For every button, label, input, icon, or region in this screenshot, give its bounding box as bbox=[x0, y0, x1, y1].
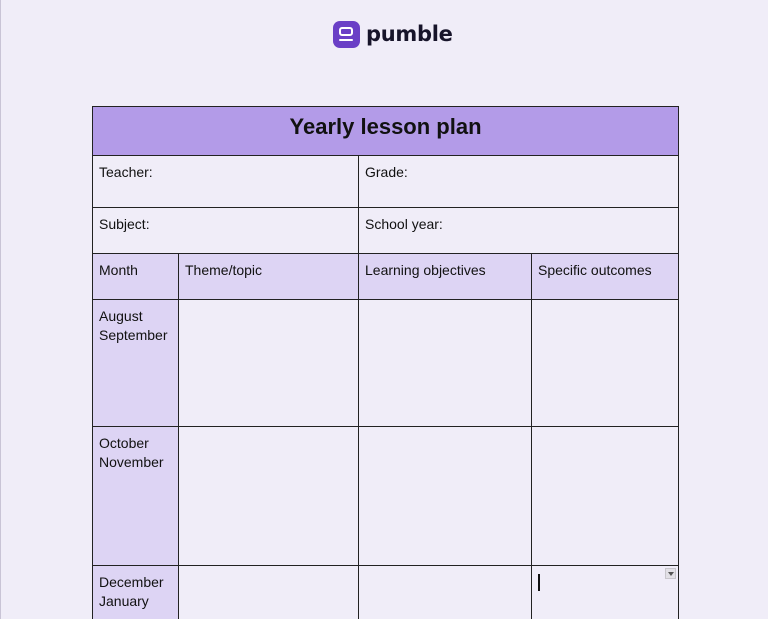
month-label: January bbox=[99, 593, 149, 609]
lesson-plan-table bbox=[92, 106, 679, 619]
pumble-logo-icon bbox=[333, 21, 360, 48]
objectives-cell[interactable] bbox=[359, 427, 532, 566]
month-cell bbox=[93, 566, 179, 619]
document-title: Yearly lesson plan bbox=[93, 107, 679, 156]
table-row bbox=[93, 300, 679, 427]
column-header-outcomes: Specific outcomes bbox=[532, 254, 679, 300]
column-header-theme: Theme/topic bbox=[179, 254, 359, 300]
theme-cell[interactable] bbox=[179, 427, 359, 566]
logo-text: pumble bbox=[366, 22, 453, 46]
teacher-field[interactable]: Teacher: bbox=[93, 156, 359, 208]
chevron-down-icon[interactable] bbox=[665, 568, 676, 579]
month-label: December bbox=[99, 574, 164, 590]
theme-cell[interactable] bbox=[179, 300, 359, 427]
month-label: September bbox=[99, 327, 168, 343]
month-label: November bbox=[99, 454, 164, 470]
outcomes-cell[interactable] bbox=[532, 300, 679, 427]
table-row bbox=[93, 427, 679, 566]
subject-field[interactable]: Subject: bbox=[93, 208, 359, 254]
month-cell bbox=[93, 427, 179, 566]
month-label: October bbox=[99, 435, 149, 451]
theme-cell[interactable] bbox=[179, 566, 359, 619]
objectives-cell[interactable] bbox=[359, 566, 532, 619]
school-year-field[interactable]: School year: bbox=[359, 208, 679, 254]
column-header-objectives: Learning objectives bbox=[359, 254, 532, 300]
column-header-month: Month bbox=[93, 254, 179, 300]
month-label: August bbox=[99, 308, 143, 324]
pumble-logo bbox=[333, 20, 453, 48]
text-cursor bbox=[538, 574, 540, 591]
outcomes-cell-active[interactable] bbox=[532, 566, 679, 619]
table-row bbox=[93, 566, 679, 619]
grade-field[interactable]: Grade: bbox=[359, 156, 679, 208]
outcomes-cell[interactable] bbox=[532, 427, 679, 566]
month-cell bbox=[93, 300, 179, 427]
objectives-cell[interactable] bbox=[359, 300, 532, 427]
page-edge bbox=[0, 0, 1, 619]
